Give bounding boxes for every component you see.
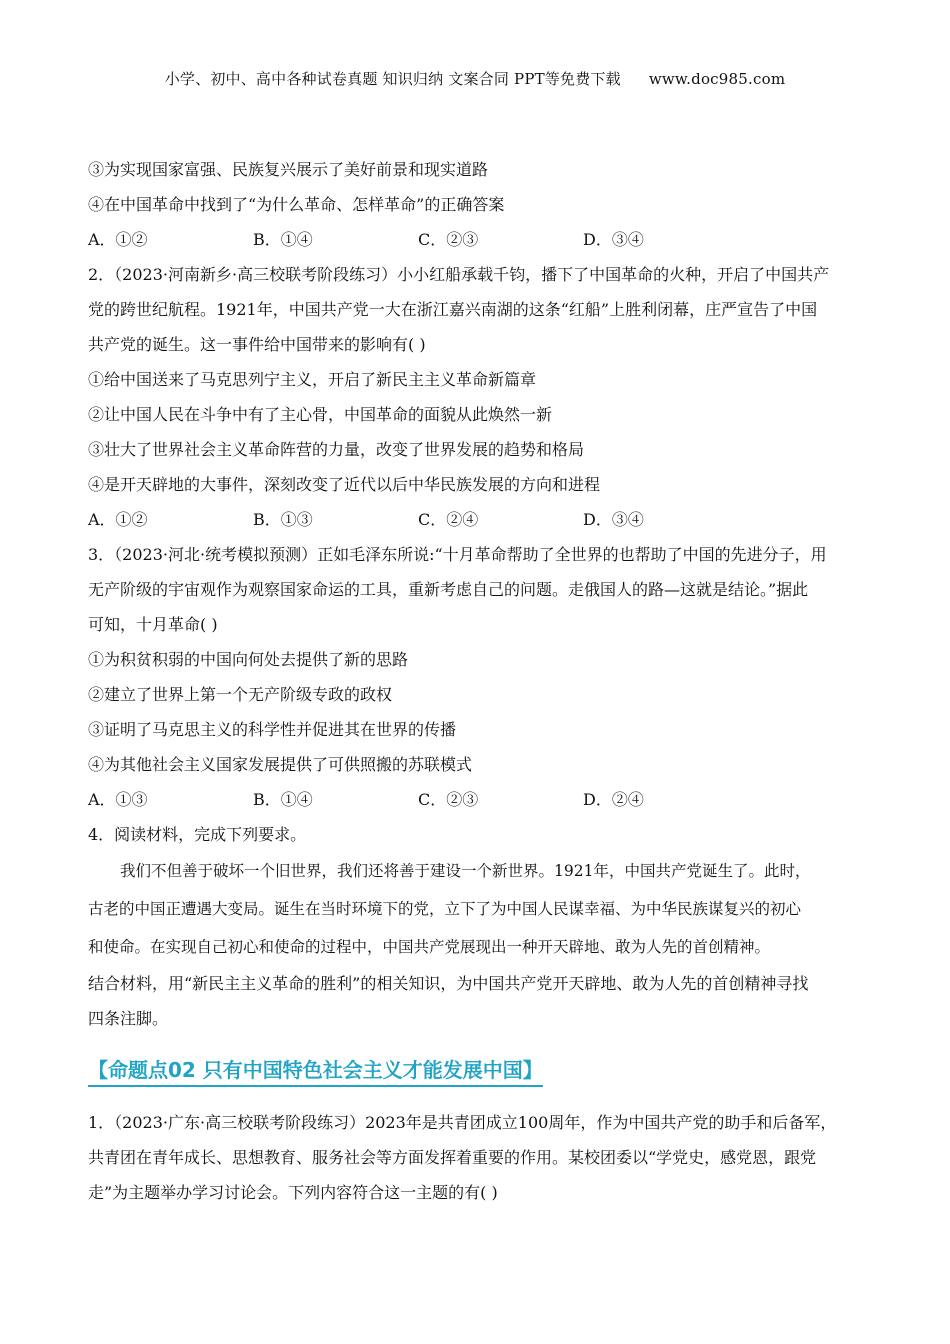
choice-item: ①为积贫积弱的中国向何处去提供了新的思路 (88, 650, 409, 669)
option-b: B．①③ (253, 510, 313, 529)
reading-material (88, 852, 860, 966)
option-c: C．②③ (418, 230, 479, 249)
question-stem-line: 走”为主题举办学习讨论会。下列内容符合这一主题的有( ) (88, 1183, 498, 1202)
question-stem-line: 无产阶级的宇宙观作为观察国家命运的工具，重新考虑自己的问题。走俄国人的路—这就是结论。”据此 (88, 580, 809, 599)
header-site: www.doc985.com (648, 70, 786, 88)
question-2 (88, 257, 860, 537)
option-d: D．②④ (583, 790, 644, 809)
answer-options (88, 782, 860, 817)
question-4 (88, 817, 860, 1036)
question-stem-line: 2．（2023·河南新乡·高三校联考阶段练习）小小红船承载千钧，播下了中国革命的火种，开启了中国共产 (88, 265, 830, 284)
choice-item: ③壮大了世界社会主义革命阵营的力量，改变了世界发展的趋势和格局 (88, 440, 585, 459)
answer-options (88, 502, 860, 537)
choice-item: ③为实现国家富强、民族复兴展示了美好前景和现实道路 (88, 160, 489, 179)
option-a: A．①③ (88, 790, 148, 809)
question-3 (88, 537, 860, 817)
header-text: 小学、初中、高中各种试卷真题 知识归纳 文案合同 PPT等免费下载 (164, 70, 621, 88)
page-header (0, 68, 950, 89)
material-line: 和使命。在实现自己初心和使命的过程中，中国共产党展现出一种开天辟地、敢为人先的首创精神。 (88, 938, 771, 956)
question-stem-line: 党的跨世纪航程。1921年，中国共产党一大在浙江嘉兴南湖的这条“红船”上胜利闭幕，庄严宣告了中国 (88, 300, 818, 319)
question-stem: 4．阅读材料，完成下列要求。 (88, 825, 307, 844)
option-b: B．①④ (253, 790, 313, 809)
requirement-line: 四条注脚。 (88, 1009, 169, 1028)
question-stem-line: 3．（2023·河北·统考模拟预测）正如毛泽东所说:“十月革命帮助了全世界的也帮助了中国的先进分子，用 (88, 545, 827, 564)
choice-item: ③证明了马克思主义的科学性并促进其在世界的传播 (88, 720, 457, 739)
question-stem-line: 共产党的诞生。这一事件给中国带来的影响有( ) (88, 335, 426, 354)
question-stem-line: 共青团在青年成长、思想教育、服务社会等方面发挥着重要的作用。某校团委以“学党史，感党恩，跟党 (88, 1148, 817, 1167)
choice-item: ④为其他社会主义国家发展提供了可供照搬的苏联模式 (88, 755, 473, 774)
question-stem-line: 可知，十月革命( ) (88, 615, 218, 634)
material-line: 我们不但善于破坏一个旧世界，我们还将善于建设一个新世界。1921年，中国共产党诞生了。此时， (120, 862, 811, 880)
question-1-tail (88, 152, 860, 257)
material-line: 古老的中国正遭遇大变局。诞生在当时环境下的党，立下了为中国人民谋幸福、为中华民族谋复兴的初心 (88, 900, 802, 918)
option-a: A．①② (88, 230, 148, 249)
option-b: B．①④ (253, 230, 313, 249)
option-a: A．①② (88, 510, 148, 529)
option-d: D．③④ (583, 510, 644, 529)
question-stem-line: 1．（2023·广东·高三校联考阶段练习）2023年是共青团成立100周年，作为中国共产党的助手和后备军， (88, 1113, 837, 1132)
choice-item: ④是开天辟地的大事件，深刻改变了近代以后中华民族发展的方向和进程 (88, 475, 601, 494)
requirement-line: 结合材料，用“新民主主义革命的胜利”的相关知识，为中国共产党开天辟地、敢为人先的首创精神寻找 (88, 974, 809, 993)
option-d: D．③④ (583, 230, 644, 249)
choice-item: ②建立了世界上第一个无产阶级专政的政权 (88, 685, 393, 704)
choice-item: ④在中国革命中找到了“为什么革命、怎样革命”的正确答案 (88, 195, 505, 214)
option-c: C．②③ (418, 790, 479, 809)
section-heading: 【命题点02 只有中国特色社会主义才能发展中国】 (88, 1054, 543, 1087)
answer-options (88, 222, 860, 257)
page-content (88, 152, 860, 1210)
option-c: C．②④ (418, 510, 479, 529)
choice-item: ①给中国送来了马克思列宁主义，开启了新民主主义革命新篇章 (88, 370, 537, 389)
choice-item: ②让中国人民在斗争中有了主心骨，中国革命的面貌从此焕然一新 (88, 405, 553, 424)
section-2-question-1 (88, 1105, 860, 1210)
